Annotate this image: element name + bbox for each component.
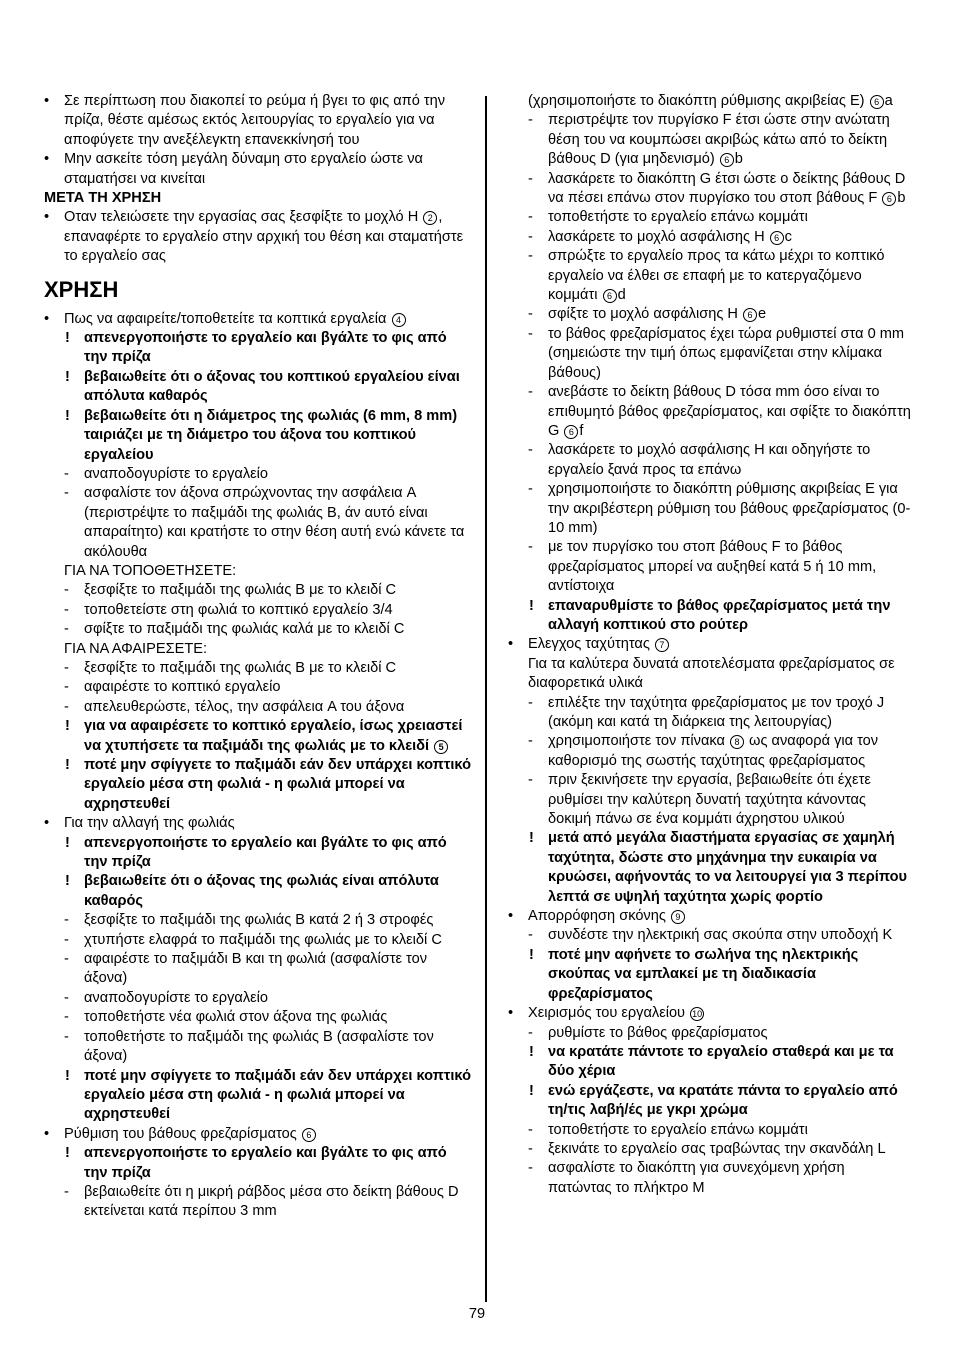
dash-marker: - xyxy=(528,481,533,498)
item-text: ξεκινάτε το εργαλείο σας τραβώντας την σκανδάλη L xyxy=(548,1140,886,1157)
list-item-dash xyxy=(44,620,474,639)
dash-marker: - xyxy=(528,927,533,944)
item-text: απενεργοποιήστε το εργαλείο και βγάλτε το φις από την πρίζα xyxy=(84,330,447,366)
bullet-marker: • xyxy=(508,636,514,653)
item-text: βεβαιωθείτε ότι η μικρή ράβδος μέσα στο δείκτη βάθους D εκτείνεται κατά περίπου 3 mm xyxy=(84,1183,459,1220)
bullet-marker: • xyxy=(44,310,50,327)
figure-ref-number: 6 xyxy=(564,425,578,439)
item-text-suffix: b xyxy=(897,190,906,207)
warn-marker: ! xyxy=(65,873,70,890)
list-item-dash xyxy=(508,111,912,169)
dash-marker: - xyxy=(64,679,69,696)
dash-marker: - xyxy=(528,306,533,323)
list-item-warn xyxy=(44,407,474,465)
bullet-marker: • xyxy=(44,93,50,109)
figure-ref-number: 8 xyxy=(730,735,744,749)
item-text: να κρατάτε πάντοτε το εργαλείο σταθερά και με τα δύο χέρια xyxy=(548,1043,894,1080)
list-item-dash xyxy=(508,228,912,247)
item-text: επιλέξτε την ταχύτητα φρεζαρίσματος με τον τροχό J (ακόμη και κατά τη διάρκεια της λειτουργίας) xyxy=(548,694,885,730)
item-text: ξεσφίξτε το παξιμάδι της φωλιάς B με το κλειδί C xyxy=(84,659,397,676)
item-text: επαναρυθμίστε το βάθος φρεζαρίσματος μετά την αλλαγή κοπτικού στο ρούτερ xyxy=(548,597,891,633)
item-text: μετά από μεγάλα διαστήματα εργασίας σε χαμηλή ταχύτητα, δώστε στο μηχάνημα την ευκαιρία να κρυώσει, αφήνοντάς το να λειτουργεί για 3 περίπου λεπτά σε υψηλή ταχύτητα χωρίς φορτίο xyxy=(548,830,907,905)
list-item-dash xyxy=(44,698,474,717)
item-text: σφίξτε το μοχλό ασφάλισης H xyxy=(548,306,743,323)
item-text: ΓΙΑ ΝΑ ΑΦΑΙΡΕΣΕΤΕ: xyxy=(64,640,208,657)
item-text: απενεργοποιήστε το εργαλείο και βγάλτε το φις από την πρίζα xyxy=(84,1145,447,1181)
item-text: χτυπήστε ελαφρά το παξιμάδι της φωλιάς με το κλειδί C xyxy=(84,931,442,948)
item-text: ενώ εργάζεστε, να κρατάτε πάντα το εργαλείο από τη/τις λαβή/ές με γκρι χρώμα xyxy=(548,1082,898,1119)
list-item-dash xyxy=(508,247,912,305)
warn-marker: ! xyxy=(65,1145,70,1162)
dash-marker: - xyxy=(64,1028,69,1045)
item-text: συνδέστε την ηλεκτρική σας σκούπα στην υποδοχή K xyxy=(548,927,893,944)
list-item-bullet xyxy=(44,1125,474,1144)
item-text-suffix: ως αναφορά για τον καθορισμό της σωστής ταχύτητας φρεζαρίσματος xyxy=(548,733,879,769)
list-item-bullet xyxy=(508,635,912,654)
list-item-dash xyxy=(508,441,912,480)
list-item-bullet xyxy=(44,208,474,266)
item-text: Ελεγχος ταχύτητας xyxy=(528,636,654,653)
item-text: Ρύθμιση του βάθους φρεζαρίσματος xyxy=(64,1125,301,1142)
list-item-warn xyxy=(44,1144,474,1183)
dash-marker: - xyxy=(64,621,69,638)
dash-marker: - xyxy=(528,1024,533,1041)
item-text: ΧΡΗΣΗ xyxy=(44,276,119,302)
warn-marker: ! xyxy=(65,407,70,424)
bullet-marker: • xyxy=(44,209,50,226)
list-item-warn xyxy=(508,946,912,1004)
item-text: Για την αλλαγή της φωλιάς xyxy=(64,815,235,832)
list-item-dash xyxy=(44,659,474,678)
warn-marker: ! xyxy=(65,330,70,347)
list-item-dash xyxy=(44,1183,474,1222)
item-text: ξεσφίξτε το παξιμάδι της φωλιάς B με το κλειδί C xyxy=(84,582,397,599)
dash-marker: - xyxy=(64,582,69,599)
figure-ref-number: 6 xyxy=(302,1128,316,1142)
dash-marker: - xyxy=(528,170,533,187)
list-item-dash xyxy=(508,732,912,771)
item-text: περιστρέψτε τον πυργίσκο F έτσι ώστε στην ανώτατη θέση του να κουμπώσει ακριβώς κάτω από το δείκτη βάθους D (για μηδενισμό) xyxy=(548,112,890,168)
item-text-suffix: , επαναφέρτε το εργαλείο στην αρχική του θέση και σταματήστε το εργαλείο σας xyxy=(64,209,464,265)
warn-marker: ! xyxy=(529,946,534,963)
page-number: 79 xyxy=(468,1306,486,1322)
item-text-suffix: d xyxy=(617,287,626,304)
dash-marker: - xyxy=(528,112,533,129)
dash-marker: - xyxy=(64,1009,69,1026)
item-text: το βάθος φρεζαρίσματος έχει τώρα ρυθμιστεί στα 0 mm (σημειώστε την τιμή όπως εμφανίζεται στην κλίμακα βάθους) xyxy=(548,325,905,381)
list-item-warn xyxy=(508,1082,912,1121)
item-text: με τον πυργίσκο του στοπ βάθους F το βάθος φρεζαρίσματος μπορεί να αυξηθεί κατά 5 ή 10 mm, αντίστοιχα xyxy=(548,539,877,595)
item-text: ΜΕΤΑ ΤΗ ΧΡΗΣΗ xyxy=(44,190,162,207)
warn-marker: ! xyxy=(529,830,534,847)
item-text: αφαιρέστε το κοπτικό εργαλείο xyxy=(84,679,281,696)
item-text: Χειρισμός του εργαλείου xyxy=(528,1005,690,1022)
list-item-dash xyxy=(508,305,912,324)
item-text: Απορρόφηση σκόνης xyxy=(528,908,670,925)
dash-marker: - xyxy=(528,1160,533,1177)
item-text: Για τα καλύτερα δυνατά αποτελέσματα φρεζαρίσματος σε διαφορετικά υλικά xyxy=(528,655,895,692)
list-item-bullet xyxy=(44,814,474,833)
list-item-dash xyxy=(508,771,912,829)
figure-ref-number: 6 xyxy=(743,308,757,322)
list-item-dash xyxy=(44,465,474,484)
item-text: πριν ξεκινήσετε την εργασία, βεβαιωθείτε ότι έχετε ρυθμίσει την καλύτερη δυνατή ταχύτητα κάνοντας δοκιμή πάνω σε ένα κομμάτι άχρηστου υλικού xyxy=(548,772,871,828)
figure-ref-number: 2 xyxy=(423,211,437,225)
list-item-warn xyxy=(44,756,474,814)
dash-marker: - xyxy=(64,698,69,715)
dash-marker: - xyxy=(64,601,69,618)
list-item-warn xyxy=(44,717,474,756)
warn-marker: ! xyxy=(65,368,70,385)
list-item-dash xyxy=(44,601,474,620)
item-text: αναποδογυρίστε το εργαλείο xyxy=(84,465,268,482)
dash-marker: - xyxy=(528,733,533,750)
list-item-dash xyxy=(508,170,912,209)
list-item-dash xyxy=(508,325,912,383)
list-item-dash xyxy=(44,1028,474,1067)
bullet-marker: • xyxy=(508,908,514,925)
item-text: τοποθετήστε το εργαλείο επάνω κομμάτι xyxy=(548,209,808,226)
item-text: για να αφαιρέσετε το κοπτικό εργαλείο, ίσως χρειαστεί να χτυπήσετε τα παξιμάδι της φωλιάς με το κλειδί xyxy=(84,718,463,754)
list-item-dash xyxy=(508,383,912,441)
list-item-dash xyxy=(44,950,474,989)
figure-ref-number: 6 xyxy=(720,153,734,167)
item-text: βεβαιωθείτε ότι ο άξονας του κοπτικού εργαλείου είναι απόλυτα καθαρός xyxy=(84,368,460,405)
list-item-warn xyxy=(508,829,912,907)
item-text: ποτέ μην σφίγγετε το παξιμάδι εάν δεν υπάρχει κοπτικό εργαλείο μέσα στη φωλιά - η φωλιά μπορεί να αχρηστευθεί xyxy=(84,757,471,812)
bullet-marker: • xyxy=(44,151,50,168)
list-item-warn xyxy=(44,329,474,368)
item-text: ασφαλίστε το διακόπτη για συνεχόμενη χρήση πατώντας το πλήκτρο M xyxy=(548,1160,845,1196)
item-text-suffix: b xyxy=(734,151,743,168)
dash-marker: - xyxy=(528,1140,533,1157)
item-text: τοποθετήστε νέα φωλιά στον άξονα της φωλιάς xyxy=(84,1009,388,1026)
figure-ref-number: 5 xyxy=(434,740,448,754)
item-text: απελευθερώστε, τέλος, την ασφάλεια A του άξονα xyxy=(84,698,405,715)
figure-ref-number: 6 xyxy=(870,95,884,109)
item-text: χρησιμοποιήστε το διακόπτη ρύθμισης ακριβείας E για την ακριβέστερη ρύθμιση του βάθους φρεζαρίσματος (0-10 mm) xyxy=(548,481,911,536)
dash-marker: - xyxy=(528,772,533,789)
dash-marker: - xyxy=(528,209,533,226)
warn-marker: ! xyxy=(529,1082,534,1099)
item-text: αφαιρέστε το παξιμάδι B και τη φωλιά (ασφαλίστε τον άξονα) xyxy=(84,951,428,987)
figure-ref-number: 4 xyxy=(392,313,406,327)
item-text: ΓΙΑ ΝΑ ΤΟΠΟΘΕΤΗΣΕΤΕ: xyxy=(64,562,237,579)
list-item-dash xyxy=(44,911,474,930)
item-text: ξεσφίξτε το παξιμάδι της φωλιάς B κατά 2 ή 3 στροφές xyxy=(84,912,434,929)
dash-marker: - xyxy=(528,694,533,711)
list-item-bullet xyxy=(44,150,474,189)
dash-marker: - xyxy=(528,539,533,556)
item-text: τοποθετήστε το παξιμάδι της φωλιάς B (ασφαλίστε τον άξονα) xyxy=(84,1028,434,1065)
dash-marker: - xyxy=(64,465,69,482)
list-item-warn xyxy=(508,597,912,636)
list-item-dash xyxy=(44,678,474,697)
dash-marker: - xyxy=(528,384,533,401)
dash-marker: - xyxy=(528,248,533,265)
item-text: σπρώξτε το εργαλείο προς τα κάτω μέχρι το κοπτικό εργαλείο να έλθει σε επαφή με το κατεργαζόμενο κομμάτι xyxy=(548,248,885,304)
figure-ref-number: 10 xyxy=(692,1009,703,1020)
item-text: λασκάρετε το διακόπτη G έτσι ώστε ο δείκτης βάθους D να πέσει επάνω στον πυργίσκο του στοπ βάθους F xyxy=(548,170,906,207)
item-text-suffix: a xyxy=(884,93,893,109)
right-column xyxy=(508,92,912,1198)
figure-ref-number: 6 xyxy=(603,289,617,303)
item-text-suffix: e xyxy=(758,306,767,323)
dash-marker: - xyxy=(528,442,533,459)
list-item-dash xyxy=(44,989,474,1008)
item-text-suffix: f xyxy=(579,422,584,439)
list-item-dash xyxy=(508,208,912,227)
item-text: βεβαιωθείτε ότι η διάμετρος της φωλιάς (6 mm, 8 mm) ταιριάζει με τη διάμετρο του άξονα του κοπτικού εργαλείου xyxy=(84,407,458,463)
list-item-dash xyxy=(44,581,474,600)
figure-ref-number: 7 xyxy=(655,638,669,652)
list-item-dash xyxy=(508,694,912,733)
dash-marker: - xyxy=(64,912,69,929)
list-item-dash xyxy=(508,480,912,538)
list-item-bullet xyxy=(44,310,474,329)
list-item-bullet xyxy=(44,92,474,150)
list-item-warn xyxy=(44,834,474,873)
dash-marker: - xyxy=(64,1183,69,1200)
list-item-dash xyxy=(508,926,912,945)
list-item-dash xyxy=(508,1121,912,1140)
dash-marker: - xyxy=(64,989,69,1006)
subsection-heading xyxy=(44,189,474,208)
item-text: Σε περίπτωση που διακοπεί το ρεύμα ή βγει το φις από την πρίζα, θέστε αμέσως εκτός λειτουργίας το εργαλείο για να αποφύγετε την ανεξέλεγκτη επανεκκίνησή του xyxy=(64,93,446,148)
item-text: ανεβάστε το δείκτη βάθους D τόσα mm όσο είναι το επιθυμητό βάθος φρεζαρίσματος, και σφίξτε το διακόπτη G xyxy=(548,384,911,439)
item-text: Μην ασκείτε τόση μεγάλη δύναμη στο εργαλείο ώστε να σταματήσει να κινείται xyxy=(64,151,423,187)
warn-marker: ! xyxy=(65,718,70,735)
list-item-dash xyxy=(508,538,912,596)
column-divider xyxy=(485,96,487,1302)
list-item-warn xyxy=(508,1043,912,1082)
list-item-bullet xyxy=(508,1004,912,1023)
item-text: τοποθετήστε το εργαλείο επάνω κομμάτι xyxy=(548,1121,808,1138)
figure-ref-number: 6 xyxy=(770,231,784,245)
item-text: Οταν τελειώσετε την εργασίας σας ξεσφίξτε το μοχλό Η xyxy=(64,209,423,226)
item-text: ποτέ μην αφήνετε το σωλήνα της ηλεκτρικής σκούπας να εμπλακεί με τη διαδικασία φρεζαρίσματος xyxy=(548,946,859,1002)
bullet-marker: • xyxy=(508,1005,514,1022)
dash-marker: - xyxy=(528,228,533,245)
list-item-sub xyxy=(44,562,474,581)
list-item-sub xyxy=(44,640,474,659)
list-item-bullet xyxy=(508,907,912,926)
bullet-marker: • xyxy=(44,1125,50,1142)
dash-marker: - xyxy=(64,659,69,676)
dash-marker: - xyxy=(64,951,69,968)
list-item-warn xyxy=(44,872,474,911)
list-item-dash xyxy=(44,931,474,950)
warn-marker: ! xyxy=(65,757,70,773)
dash-marker: - xyxy=(64,931,69,948)
figure-ref-number: 9 xyxy=(671,910,685,924)
dash-marker: - xyxy=(64,485,69,502)
figure-ref-number: 6 xyxy=(882,192,896,206)
list-item-dash xyxy=(508,1024,912,1043)
item-text: λασκάρετε το μοχλό ασφάλισης H και οδηγήστε το εργαλείο ξανά προς τα επάνω xyxy=(548,442,871,478)
section-title xyxy=(44,278,474,302)
item-text: Πως να αφαιρείτε/τοποθετείτε τα κοπτικά εργαλεία xyxy=(64,310,391,327)
warn-marker: ! xyxy=(529,1043,534,1060)
dash-marker: - xyxy=(528,1121,533,1138)
warn-marker: ! xyxy=(529,597,534,614)
item-text: ποτέ μην σφίγγετε το παξιμάδι εάν δεν υπάρχει κοπτικό εργαλείο μέσα στη φωλιά - η φωλιά μπορεί να αχρηστευθεί xyxy=(84,1067,471,1123)
item-text: βεβαιωθείτε ότι ο άξονας της φωλιάς είναι απόλυτα καθαρός xyxy=(84,873,439,909)
item-text-suffix: c xyxy=(784,228,792,245)
dash-marker: - xyxy=(528,325,533,342)
item-text: απενεργοποιήστε το εργαλείο και βγάλτε το φις από την πρίζα xyxy=(84,834,447,871)
list-item-warn xyxy=(44,1067,474,1125)
item-text: τοποθετείστε στη φωλιά το κοπτικό εργαλείο 3/4 xyxy=(84,601,393,618)
item-text: χρησιμοποιήστε τον πίνακα xyxy=(548,733,729,750)
bullet-marker: • xyxy=(44,815,50,832)
list-item-warn xyxy=(44,368,474,407)
list-item-dash xyxy=(44,1008,474,1027)
item-text: ρυθμίστε το βάθος φρεζαρίσματος xyxy=(548,1024,768,1041)
item-text: λασκάρετε το μοχλό ασφάλισης H xyxy=(548,228,769,245)
warn-marker: ! xyxy=(65,834,70,851)
item-text: ασφαλίστε τον άξονα σπρώχνοντας την ασφάλεια A (περιστρέψτε το παξιμάδι της φωλιάς B, άν αυτό είναι απαραίτητο) και κρατήστε το στην θέση αυτή ενώ κάνετε τα ακόλουθα xyxy=(84,485,465,560)
list-item-cont xyxy=(508,655,912,694)
item-text: αναποδογυρίστε το εργαλείο xyxy=(84,989,268,1006)
list-item-dash xyxy=(44,484,474,562)
list-item-cont xyxy=(508,92,912,111)
list-item-dash xyxy=(508,1159,912,1198)
warn-marker: ! xyxy=(65,1067,70,1084)
list-item-dash xyxy=(508,1140,912,1159)
left-column xyxy=(44,92,474,1222)
item-text: σφίξτε το παξιμάδι της φωλιάς καλά με το κλειδί C xyxy=(84,621,405,638)
item-text: (χρησιμοποιήστε το διακόπτη ρύθμισης ακριβείας E) xyxy=(528,93,869,109)
